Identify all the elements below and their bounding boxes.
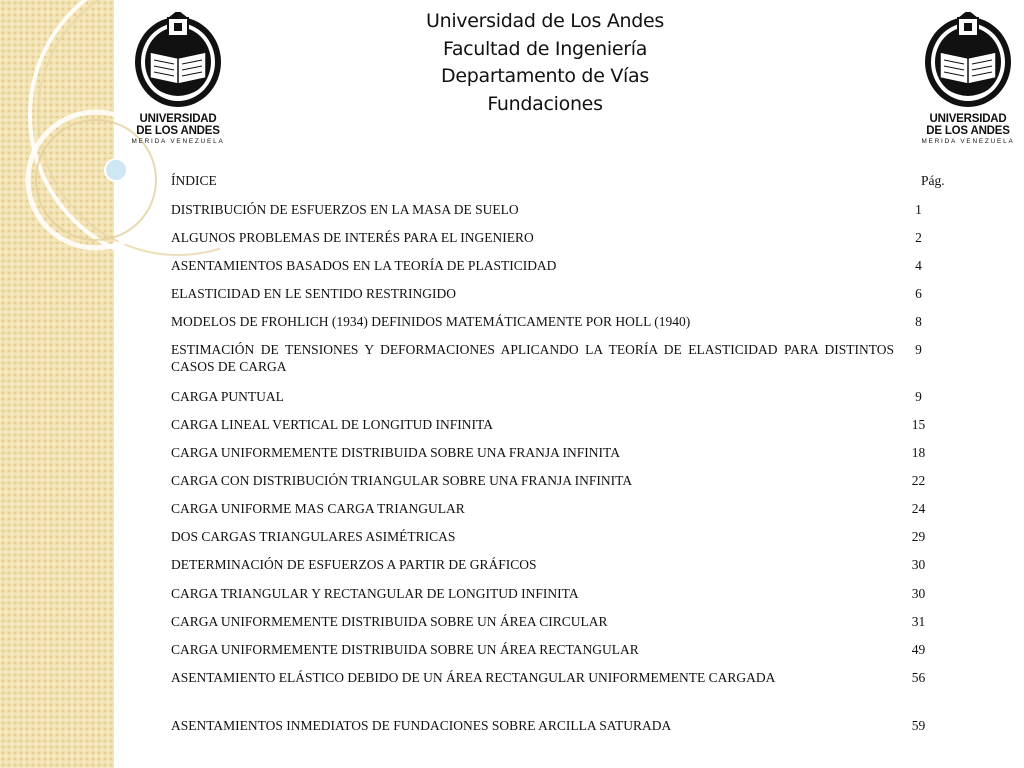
index-entry-page: 4 [915, 258, 922, 273]
index-entry-title: ESTIMACIÓN DE TENSIONES Y DEFORMACIONES APLICANDO LA TEORÍA DE ELASTICIDAD PARA DISTINTOS CASOS DE CARGA [171, 342, 894, 374]
header-course: Fundaciones [487, 92, 603, 115]
index-entry-page: 56 [911, 670, 926, 685]
index-entry-page: 49 [911, 642, 926, 657]
index-entry-title: ASENTAMIENTOS BASADOS EN LA TEORÍA DE PLASTICIDAD [171, 258, 557, 273]
index-entry-title: CARGA TRIANGULAR Y RECTANGULAR DE LONGITUD INFINITA [171, 586, 579, 601]
index-entry-page: 6 [915, 286, 922, 301]
index-entry-title: ASENTAMIENTOS INMEDIATOS DE FUNDACIONES SOBRE ARCILLA SATURADA [171, 718, 672, 733]
logo-name-line1: UNIVERSIDAD [139, 113, 217, 125]
page-header [330, 8, 760, 118]
logo-name-line1: UNIVERSIDAD [929, 113, 1007, 125]
index-title: ÍNDICE [171, 173, 217, 188]
university-logo-right [920, 12, 1016, 145]
index-entry-title: CARGA PUNTUAL [171, 389, 284, 404]
index-entry-page: 59 [911, 718, 926, 733]
index-entry-page: 9 [915, 342, 922, 357]
header-faculty: Facultad de Ingeniería [442, 37, 648, 60]
university-logo-left [130, 12, 226, 145]
index-entry-title: CARGA UNIFORMEMENTE DISTRIBUIDA SOBRE UN ÁREA RECTANGULAR [171, 642, 639, 657]
university-seal-icon [130, 12, 226, 108]
index-entry-title: ASENTAMIENTO ELÁSTICO DEBIDO DE UN ÁREA RECTANGULAR UNIFORMEMENTE CARGADA [171, 670, 776, 685]
index-entry-page: 24 [911, 501, 926, 516]
index-entry-page: 31 [911, 614, 926, 629]
index-entry-page: 9 [915, 389, 922, 404]
index-entry-title: DISTRIBUCIÓN DE ESFUERZOS EN LA MASA DE SUELO [171, 202, 519, 217]
header-university: Universidad de Los Andes [425, 10, 665, 32]
index-entry-title: CARGA LINEAL VERTICAL DE LONGITUD INFINITA [171, 417, 493, 432]
index-entry-title: CARGA UNIFORME MAS CARGA TRIANGULAR [171, 501, 465, 516]
index-entry-title: DOS CARGAS TRIANGULARES ASIMÉTRICAS [171, 529, 456, 544]
index-entry-title: ELASTICIDAD EN LE SENTIDO RESTRINGIDO [171, 286, 456, 301]
index-entry-page: 1 [915, 202, 922, 217]
index-entry-page: 18 [911, 445, 926, 460]
index-entry-title: DETERMINACIÓN DE ESFUERZOS A PARTIR DE GRÁFICOS [171, 557, 537, 572]
index-entry-title: MODELOS DE FROHLICH (1934) DEFINIDOS MATEMÁTICAMENTE POR HOLL (1940) [171, 314, 691, 329]
index-entry-title: CARGA UNIFORMEMENTE DISTRIBUIDA SOBRE UN ÁREA CIRCULAR [171, 614, 608, 629]
index-entry-page: 2 [915, 230, 922, 245]
index-entry-title: CARGA CON DISTRIBUCIÓN TRIANGULAR SOBRE UNA FRANJA INFINITA [171, 473, 633, 488]
blue-bead-icon [105, 159, 127, 181]
logo-name-line2: DE LOS ANDES [926, 125, 1010, 137]
index-entry-page: 30 [911, 557, 926, 572]
index-entry-title: ALGUNOS PROBLEMAS DE INTERÉS PARA EL INGENIERO [171, 230, 534, 245]
logo-location: MERIDA VENEZUELA [131, 138, 225, 145]
index-entry-page: 30 [911, 586, 926, 601]
logo-name-line2: DE LOS ANDES [136, 125, 220, 137]
index-entry-page: 8 [915, 314, 922, 329]
index-entry-title: CARGA UNIFORMEMENTE DISTRIBUIDA SOBRE UNA FRANJA INFINITA [171, 445, 620, 460]
index-entry-page: 15 [911, 417, 926, 432]
university-seal-icon [920, 12, 1016, 108]
logo-location: MERIDA VENEZUELA [921, 138, 1015, 145]
index-entry-page: 29 [911, 529, 926, 544]
header-department: Departamento de Vías [441, 65, 649, 87]
index-entry-page: 22 [911, 473, 926, 488]
index-page-label: Pág. [921, 173, 945, 188]
